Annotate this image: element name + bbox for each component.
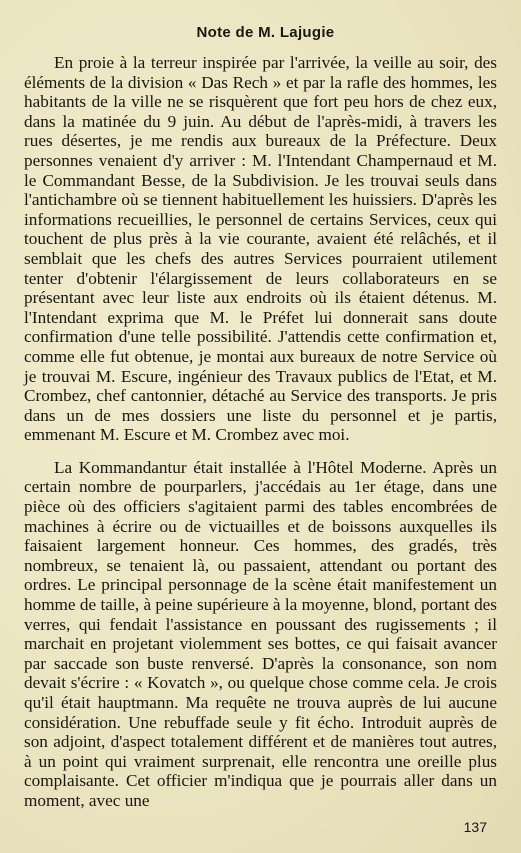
page-number: 137 [463, 819, 487, 835]
paragraph-1: En proie à la terreur inspirée par l'arrivée, la veille au soir, des éléments de la division « Das Rech » et par la rafle des hommes, les habitants de la ville ne se risquèrent que fort peu hors de chez eux, dans la matinée du 9 juin. Au début de l'après-midi, à travers les rues désertes, je me rendis aux bureaux de la Préfecture. Deux personnes venaient d'y arriver : M. l'Intendant Champernaud et M. le Commandant Besse, de la Subdivision. Je les trouvai seuls dans l'antichambre où se tiennent habituellement les huissiers. D'après les informations recueillies, le personnel de certains Services, ceux qui touchent de plus près à la vie courante, avaient été relâchés, et il semblait que les chefs des autres Services pourraient utilement tenter d'obtenir l'élargissement de leurs collaborateurs en se présentant avec leur liste aux endroits où ils étaient détenus. M. l'Intendant exprima que M. le Préfet lui donnerait sans doute confirmation d'une telle possibilité. J'attendis cette confirmation et, comme elle fut obtenue, je montai aux bureaux de notre Service où je trouvai M. Escure, ingénieur des Travaux publics de l'Etat, et M. Crombez, chef cantonnier, détaché au Service des transports. Je pris dans un de mes dossiers une liste du personnel et je partis, emmenant M. Escure et M. Crombez avec moi. [24, 53, 497, 445]
page-title: Note de M. Lajugie [196, 24, 335, 41]
paragraph-2: La Kommandantur était installée à l'Hôtel Moderne. Après un certain nombre de pourparlers, j'accédais au 1er étage, dans une pièce où des officiers s'agitaient parmi des tables encombrées de machines à écrire ou de victuailles et de boissons auxquelles ils faisaient largement honneur. Ces hommes, des gradés, très nombreux, se tenaient là, ou passaient, attendant ou portant des ordres. Le principal personnage de la scène était manifestement un homme de taille, à peine supérieure à la moyenne, blond, portant des verres, qui fendait l'assistance en poussant des rugissements ; il marchait en projetant violemment ses bottes, ce qui faisait avancer par saccade son buste renversé. D'après la consonance, son nom devait s'écrire : « Kovatch », ou quelque chose comme cela. Je crois qu'il était hauptmann. Ma requête ne trouva auprès de lui aucune considération. Une rebuffade seule y fit écho. Introduit auprès de son adjoint, d'aspect totalement différent et de manières tout autres, à un point qui vraiment surprenait, elle rencontra une oreille plus complaisante. Cet officier m'indiqua que je pourrais aller dans un moment, avec une [24, 457, 497, 810]
